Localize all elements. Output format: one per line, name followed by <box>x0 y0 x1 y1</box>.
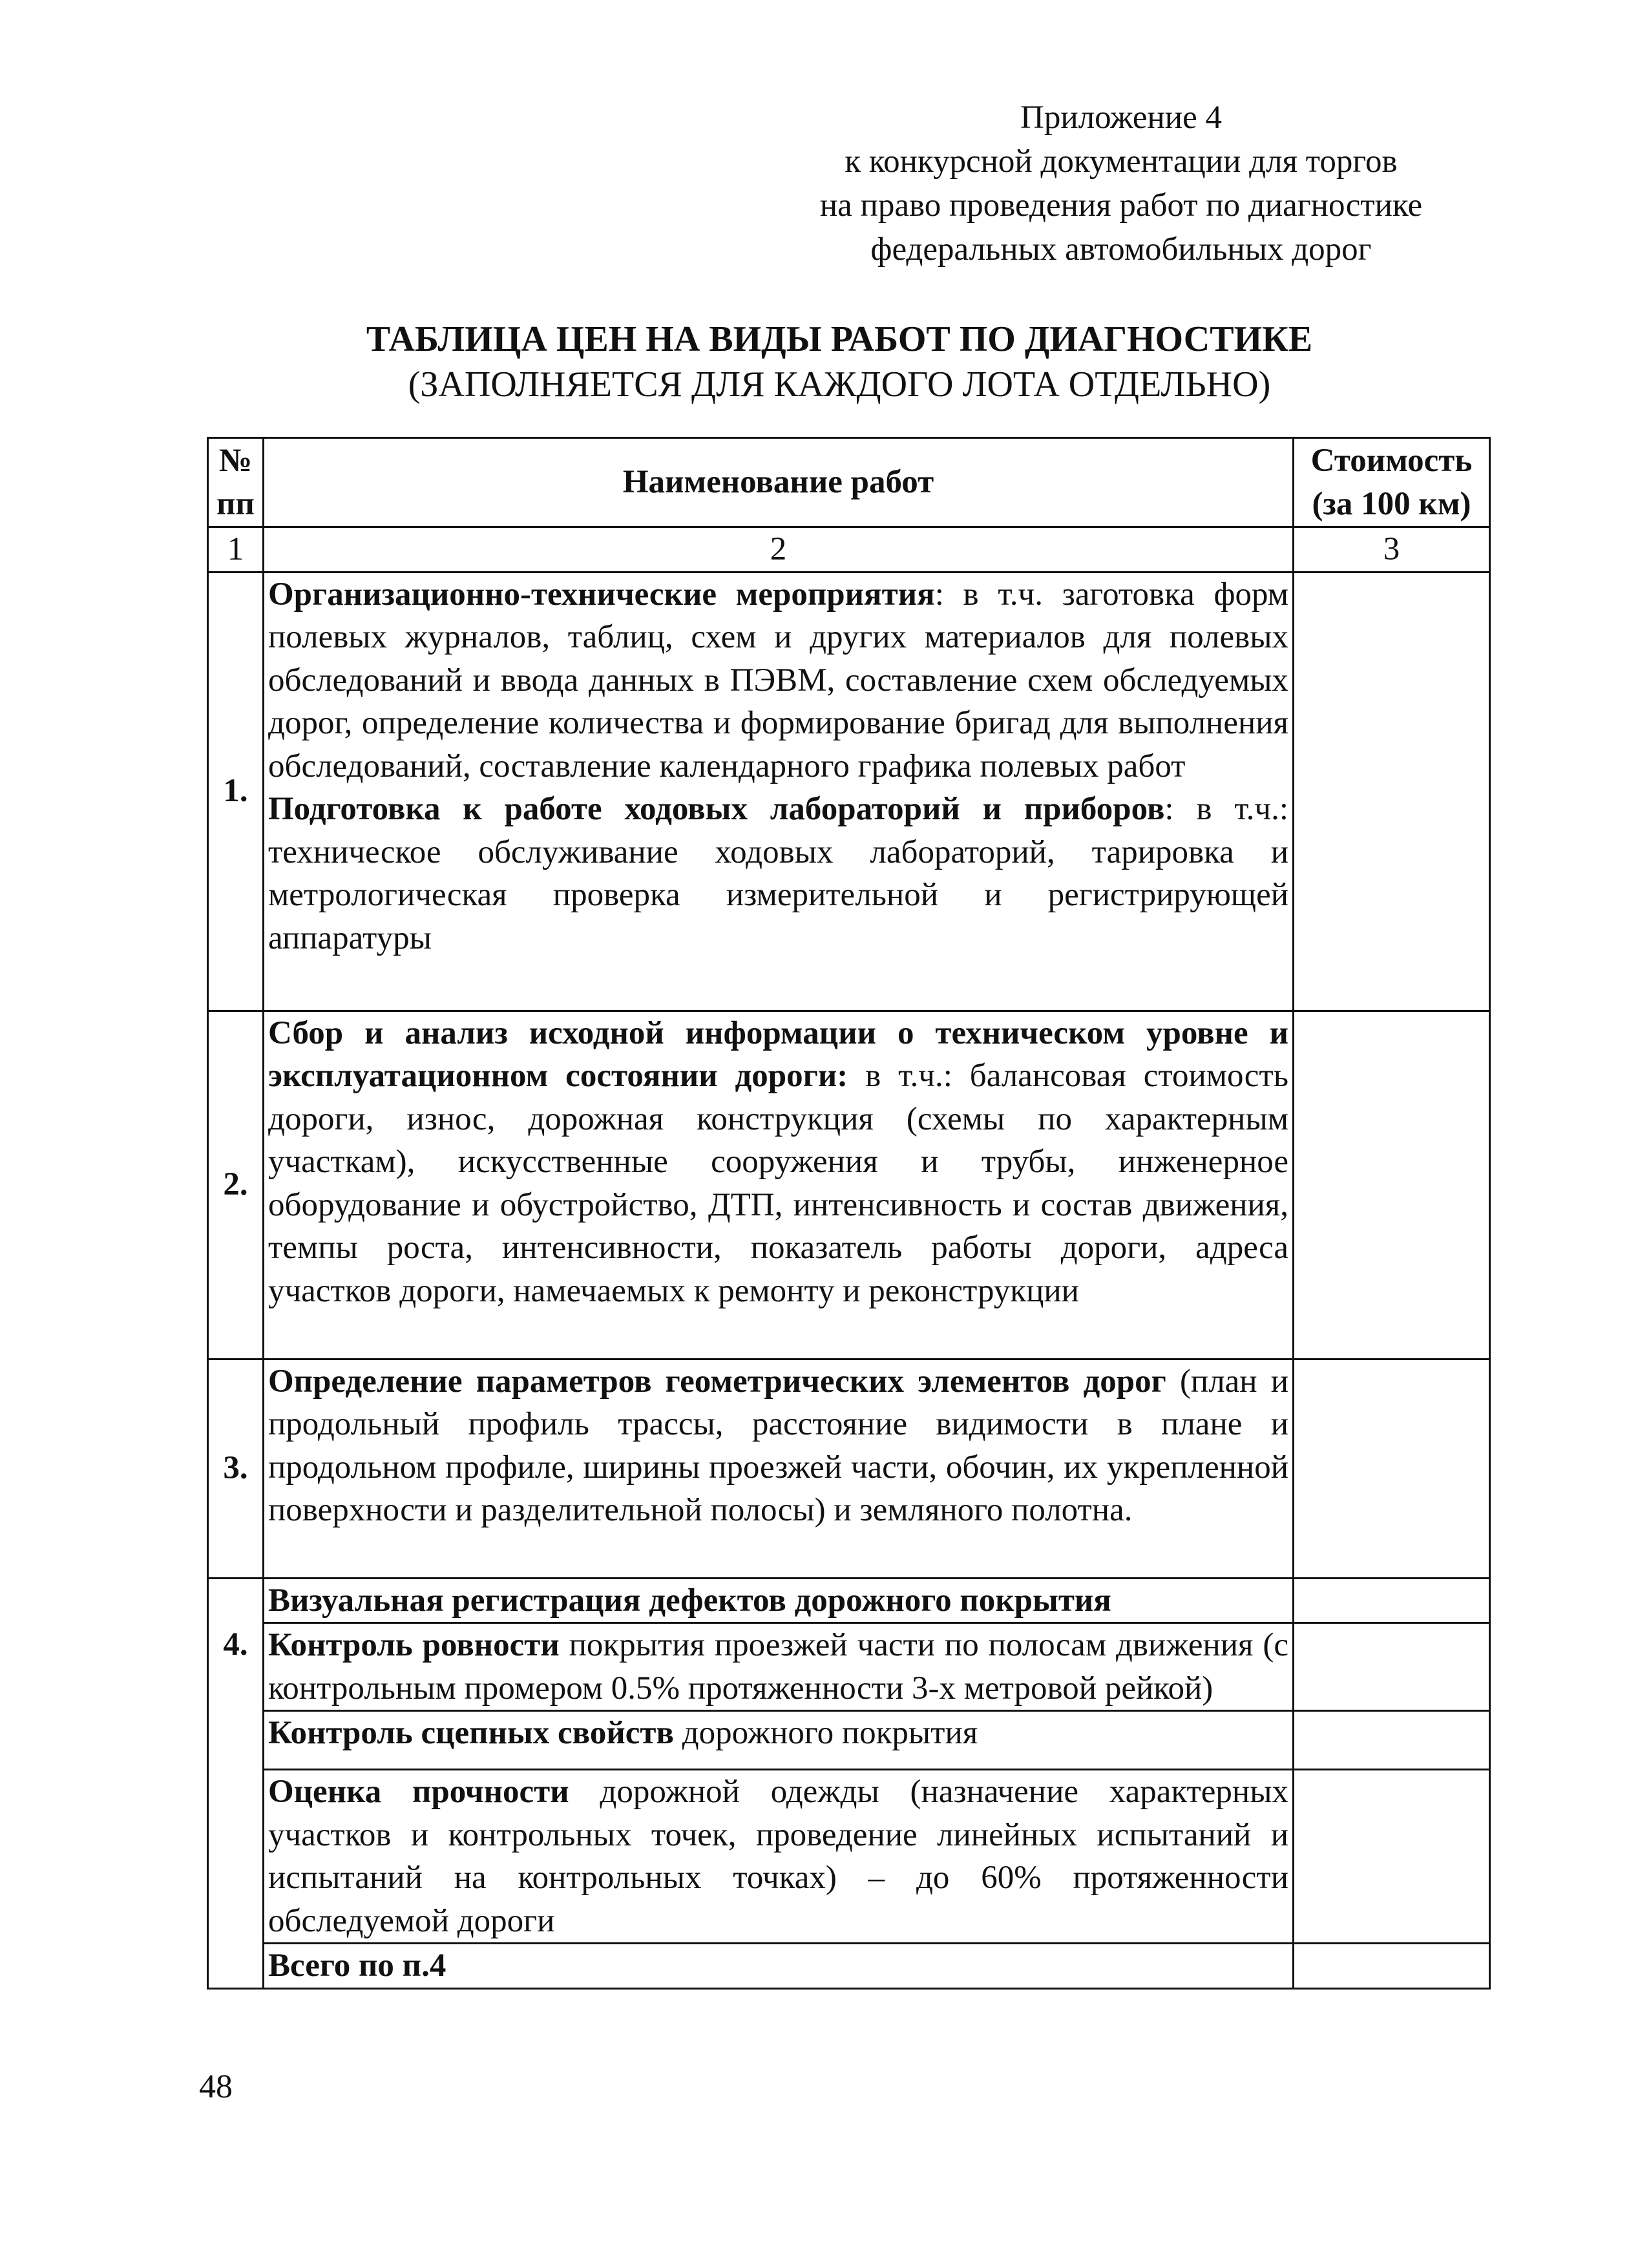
work-description: Определение параметров геометрических элементов дорог (план и продольный профиль трассы, расстояние видимости в плане и продольном профиле, ширины проезжей части, обочин, их укрепленной поверхности и разделительной полосы) и земляного полотна. <box>264 1359 1294 1578</box>
work-description: Контроль сцепных свойств дорожного покрытия <box>264 1711 1294 1770</box>
cost-cell[interactable] <box>1294 572 1490 1011</box>
table-row <box>208 1711 1490 1770</box>
row-number: 1. <box>208 572 264 1011</box>
title-subtitle: (ЗАПОЛНЯЕТСЯ ДЛЯ КАЖДОГО ЛОТА ОТДЕЛЬНО) <box>408 364 1271 404</box>
cost-cell[interactable] <box>1294 1011 1490 1359</box>
appendix-line-3: на право проведения работ по диагностике <box>819 187 1423 224</box>
cost-cell[interactable] <box>1294 1711 1490 1770</box>
cost-cell[interactable] <box>1294 1623 1490 1711</box>
page-number: 48 <box>199 2068 233 2105</box>
appendix-header <box>711 96 1531 271</box>
table-row <box>208 572 1490 1011</box>
table-row <box>208 1359 1490 1578</box>
title-main: ТАБЛИЦА ЦЕН НА ВИДЫ РАБОТ ПО ДИАГНОСТИКЕ <box>366 319 1313 359</box>
work-part: Организационно-технические мероприятия: в т.ч. заготовка форм полевых журналов, таблиц, схем и других материалов для полевых обследований и ввода данных в ПЭВМ, составление схем обследуемых дорог, определение количества и формирование бригад для выполнения обследований, составление календарного графика полевых работ <box>268 576 1288 784</box>
work-description: Визуальная регистрация дефектов дорожного покрытия <box>264 1578 1294 1623</box>
cost-cell[interactable] <box>1294 1359 1490 1578</box>
work-description: Всего по п.4 <box>264 1944 1294 1989</box>
header-work-name: Наименование работ <box>264 438 1294 527</box>
work-description: Сбор и анализ исходной информации о техническом уровне и эксплуатационном состоянии дороги: в т.ч.: балансовая стоимость дороги, износ, дорожная конструкция (схемы по характерным участкам), искусственные сооружения и трубы, инженерное оборудование и обустройство, ДТП, интенсивность и состав движения, темпы роста, интенсивности, показатель работы дороги, адреса участков дороги, намечаемых к ремонту и реконструкции <box>264 1011 1294 1359</box>
appendix-line-1: Приложение 4 <box>1020 100 1222 136</box>
table-row <box>208 1578 1490 1623</box>
table-row-total <box>208 1944 1490 1989</box>
appendix-line-4: федеральных автомобильных дорог <box>870 231 1372 268</box>
column-number: 3 <box>1294 527 1490 572</box>
price-table <box>207 437 1491 1990</box>
column-number: 1 <box>208 527 264 572</box>
work-description: Оценка прочности дорожной одежды (назначение характерных участков и контрольных точек, проведение линейных испытаний и испытаний на контрольных точках) – до 60% протяженности обследуемой дороги <box>264 1770 1294 1944</box>
cost-cell[interactable] <box>1294 1578 1490 1623</box>
header-number: № пп <box>208 438 264 527</box>
work-description: Контроль ровности покрытия проезжей части по полосам движения (с контрольным промером 0.5% протяженности 3-х метровой рейкой) <box>264 1623 1294 1711</box>
column-number: 2 <box>264 527 1294 572</box>
work-part: Подготовка к работе ходовых лабораторий и приборов: в т.ч.: техническое обслуживание ходовых лабораторий, тарировка и метрологическая проверка измерительной и регистрирующей аппаратуры <box>268 791 1288 956</box>
table-row <box>208 1011 1490 1359</box>
header-cost: Стоимость (за 100 км) <box>1294 438 1490 527</box>
table-row <box>208 1623 1490 1711</box>
document-title <box>194 317 1485 407</box>
table-row <box>208 1770 1490 1944</box>
row-number: 3. <box>208 1359 264 1578</box>
row-number: 2. <box>208 1011 264 1359</box>
table-header-row <box>208 438 1490 527</box>
cost-cell[interactable] <box>1294 1944 1490 1989</box>
cost-cell[interactable] <box>1294 1770 1490 1944</box>
column-numbers-row <box>208 527 1490 572</box>
row-number: 4. <box>208 1578 264 1988</box>
work-description <box>264 572 1294 1011</box>
appendix-line-2: к конкурсной документации для торгов <box>845 143 1398 180</box>
